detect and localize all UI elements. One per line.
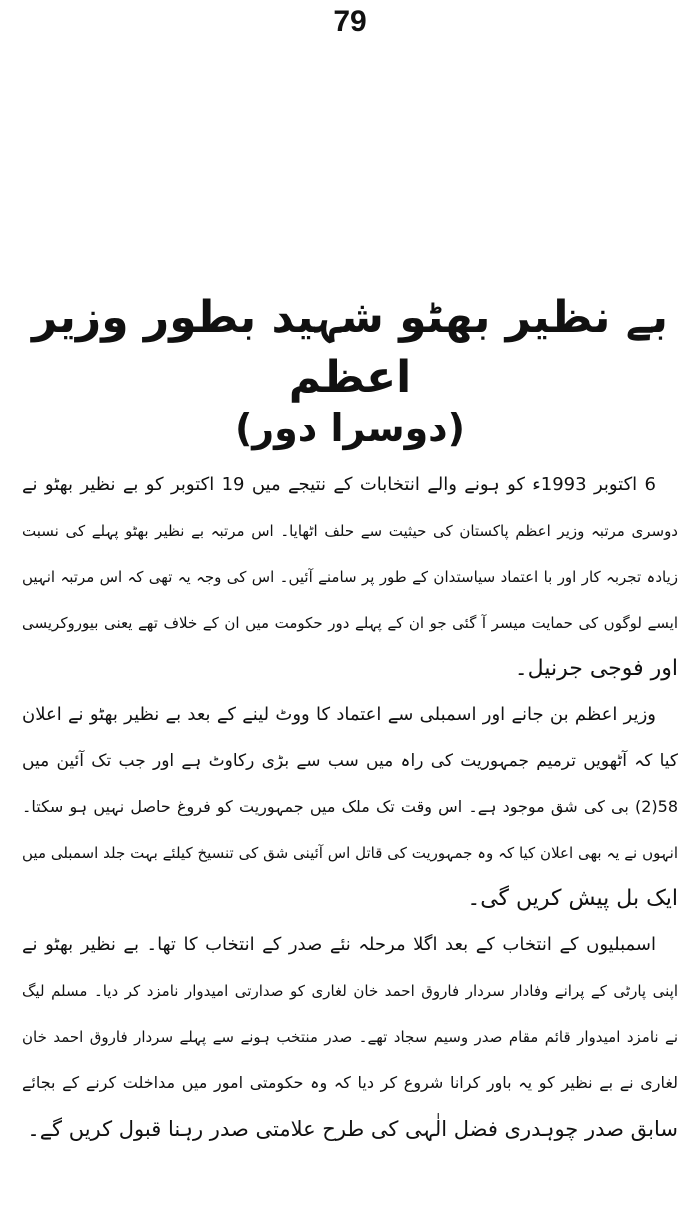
paragraph-1: [22, 462, 678, 692]
text-line: زیادہ تجربہ کار اور با اعتماد سیاستدان کے طور پر سامنے آئیں۔ اس کی وجہ یہ تھی کہ اس مرتبہ انہیں: [22, 568, 678, 586]
text-line: 58(2) بی کی شق موجود ہے۔ اس وقت تک ملک میں جمہوریت کو فروغ حاصل نہیں ہو سکتا۔: [22, 797, 678, 816]
text-line: کیا کہ آٹھویں ترمیم جمہوریت کی راہ میں سب سے بڑی رکاوٹ ہے اور جب تک آئین میں: [22, 751, 678, 771]
page-number: 79: [333, 5, 367, 38]
text-line: ایک بل پیش کریں گی۔: [467, 886, 678, 911]
text-line: اپنی پارٹی کے پرانے وفادار سردار فاروق احمد خان لغاری کو صدارتی امیدوار نامزد کر دیا۔ مسلم لیگ: [22, 982, 678, 1000]
text-line: لغاری نے بے نظیر کو یہ باور کرانا شروع کر دیا کہ وہ حکومتی امور میں مداخلت کرنے کے بجائے: [22, 1073, 678, 1092]
text-line: سابق صدر چوہدری فضل الٰہی کی طرح علامتی صدر رہنا قبول کریں گے۔: [27, 1117, 678, 1141]
page-subtitle: (دوسرا دور): [234, 406, 466, 450]
body-text: [22, 462, 678, 1152]
text-line: اسمبلیوں کے انتخاب کے بعد اگلا مرحلہ نئے صدر کے انتخاب کا تھا۔ بے نظیر بھٹو نے: [22, 934, 656, 955]
paragraph-3: [22, 922, 678, 1152]
text-line: دوسری مرتبہ وزیر اعظم پاکستان کی حیثیت سے حلف اٹھایا۔ اس مرتبہ بے نظیر بھٹو پہلے کی نسبت: [22, 522, 678, 540]
text-line: انہوں نے یہ بھی اعلان کیا کہ وہ جمہوریت کی قاتل اس آئینی شق کی تنسیخ کیلئے بہت جلد اسمبلی میں: [22, 844, 678, 862]
text-line: اور فوجی جرنیل۔: [514, 656, 678, 681]
text-line: ایسے لوگوں کی حمایت میسر آ گئی جو ان کے پہلے دور حکومت میں ان کے خلاف تھے یعنی بیوروکریسی: [22, 614, 678, 632]
text-line: نے نامزد امیدوار قائم مقام صدر وسیم سجاد تھے۔ صدر منتخب ہونے سے پہلے سردار فاروق احمد خان: [22, 1028, 678, 1046]
text-line: وزیر اعظم بن جانے اور اسمبلی سے اعتماد کا ووٹ لینے کے بعد بے نظیر بھٹو نے اعلان: [22, 704, 656, 725]
page-title: بے نظیر بھٹو شہید بطور وزیر اعظم: [31, 292, 669, 403]
text-line: 6 اکتوبر 1993ء کو ہونے والے انتخابات کے نتیجے میں 19 اکتوبر کو بے نظیر بھٹو نے: [22, 474, 656, 495]
paragraph-2: [22, 692, 678, 922]
